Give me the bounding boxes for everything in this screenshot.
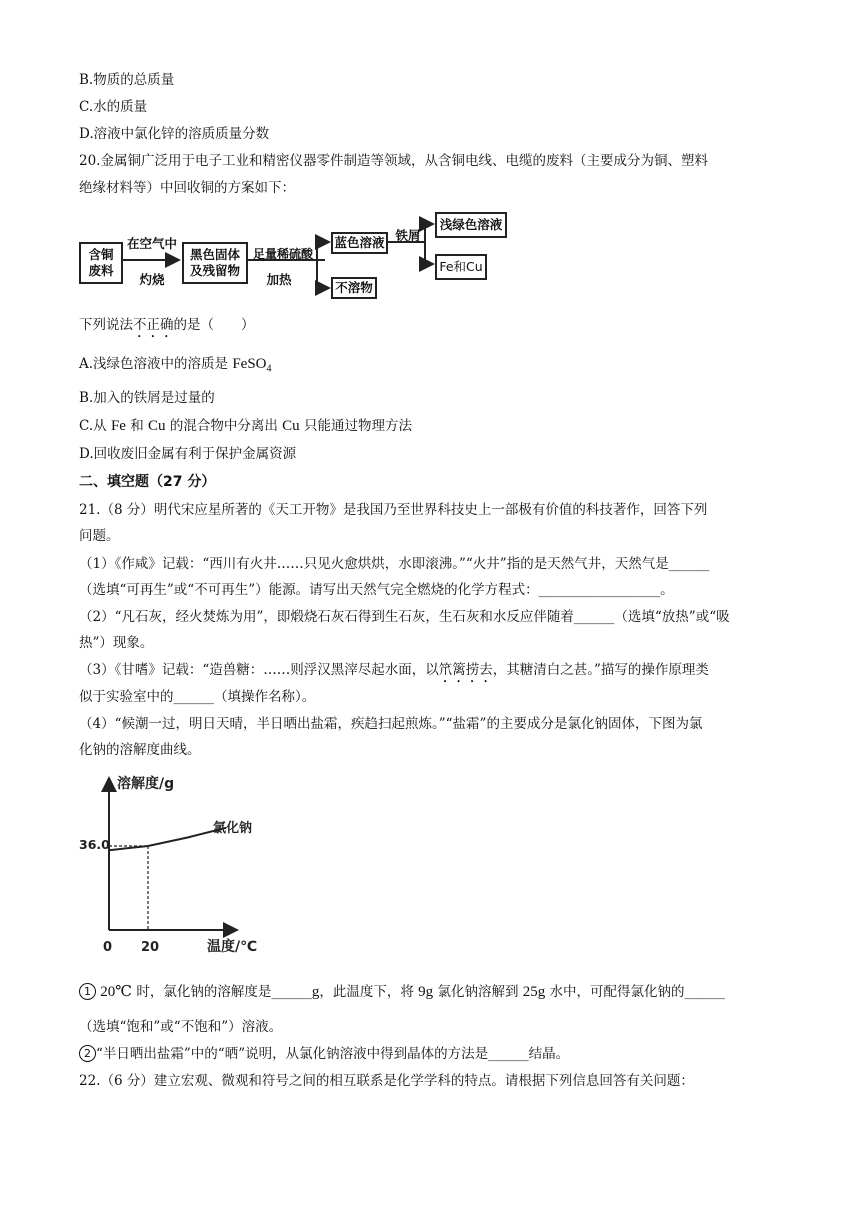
label-heating: 加热 [266, 272, 292, 287]
x-tick-20: 20 [141, 940, 160, 955]
q20-option-d: D.回收废旧金属有利于保护金属资源 [79, 446, 297, 462]
q20-option-b: B.加入的铁屑是过量的 [79, 390, 215, 406]
sub2-text: “半日晒出盐霜”中的“晒”说明，从氯化钠溶液中得到晶体的方法是______结晶。 [96, 1046, 570, 1062]
q20-question-text: 下列说法 [79, 317, 133, 333]
box-black-solid: 黑色固体 及残留物 [182, 242, 248, 284]
option-c-part3: 的混合物中分离出 [165, 418, 283, 434]
q21-part3-text-pre: （3）《甘嗜》记载：“造兽糖：……则浮汉黑滓尽起水面，以 [79, 662, 439, 678]
q21-stem-line1: 21.（8 分）明代宋应星所著的《天工开物》是我国乃至世界科技史上一部极有价值的科技著作，回答下列 [79, 502, 708, 518]
sub1-mass-9g: 9g [418, 984, 434, 1000]
option-c-cu: Cu [148, 418, 166, 434]
option-a-subscript: 4 [266, 363, 272, 375]
option-c-cu2: Cu [282, 418, 300, 434]
q22-stem: 22.（6 分）建立宏观、微观和符号之间的相互联系是化学学科的特点。请根据下列信息回答有关问题： [79, 1073, 694, 1089]
option-c-line: C.水的质量 [79, 99, 148, 115]
sub1-text-e: 水中，可配得氯化钠的______ [545, 984, 726, 1000]
option-c-part4: 只能通过物理方法 [299, 418, 412, 434]
option-c-part1: C.从 [79, 418, 111, 434]
sub1-mass-25g: 25g [522, 984, 546, 1000]
nacl-solubility-chart [79, 768, 269, 958]
sub1-temperature: 20℃ [100, 984, 133, 1000]
box-copper-waste: 含铜 废料 [79, 242, 123, 284]
q20-option-a [79, 354, 272, 380]
q21-part2-line1: （2）“凡石灰，经火焚炼为用”，即煅烧石灰石得到生石灰，生石灰和水反应伴随着______（选填“放热”或“吸 [79, 609, 730, 625]
series-line-nacl [109, 828, 226, 850]
q20-option-c [79, 416, 412, 436]
label-dilute-sulfuric-acid: 足量稀硫酸 [252, 247, 313, 261]
option-b-line: B.物质的总质量 [79, 72, 175, 88]
q21-part3-line2: 似于实验室中的______（填操作名称）。 [79, 689, 316, 705]
q21-part4-line1: （4）“候潮一过，明日天晴，半日晒出盐霜，疾趋扫起煎炼。”“盐霜”的主要成分是氯化钠固体，下图为氯 [79, 716, 703, 732]
sub1-text-c: ，此温度下，将 [319, 984, 419, 1000]
q21-part1-line2: （选填“可再生”或“不可再生”）能源。请写出天然气完全燃烧的化学方程式：__________________。 [79, 582, 674, 598]
q21-sub1-line2: （选填“饱和”或“不饱和”）溶液。 [79, 1019, 283, 1035]
q20-emphasis-not-correct: 不正确 [133, 317, 174, 333]
option-c-fe: Fe [110, 418, 126, 434]
q21-part3-text-post: ，其糖清白之甚。”描写的操作原理类 [492, 662, 709, 678]
y-tick-36: 36.0 [79, 837, 110, 852]
x-axis-label: 温度/℃ [207, 939, 258, 955]
label-burn: 灼烧 [139, 272, 165, 287]
option-c-part2: 和 [125, 418, 149, 434]
q20-question [79, 315, 255, 341]
box-fe-and-cu: Fe和Cu [435, 254, 487, 280]
q21-part1-line1: （1）《作咸》记载：“西川有火井……只见火愈烘烘，水即滚沸。”“火井”指的是天然气井，天然气是______ [79, 556, 710, 572]
q21-part4-line2: 化钠的溶解度曲线。 [79, 742, 201, 758]
q20-question-bracket: 的是（ ） [173, 317, 255, 333]
q21-sub1-line1 [79, 982, 725, 1002]
q21-part3-line1 [79, 660, 709, 686]
sub1-text-d: 氯化钠溶解到 [433, 984, 523, 1000]
q21-part2-line2: 热”）现象。 [79, 635, 154, 651]
q20-stem-line1: 20.金属铜广泛用于电子工业和精密仪器零件制造等领域，从含铜电线、电缆的废料（主要成分为铜、塑料 [79, 153, 708, 169]
q21-part3-emphasis: 笊篱捞去 [438, 662, 493, 678]
sub1-text-b: 时，氯化钠的溶解度是______ [132, 984, 312, 1000]
x-tick-0: 0 [103, 940, 113, 955]
q21-stem-line2: 问题。 [79, 528, 120, 544]
q21-sub2 [79, 1044, 569, 1064]
copper-recovery-flowchart [79, 208, 519, 303]
box-pale-green-solution: 浅绿色溶液 [435, 212, 507, 238]
option-a-formula: FeSO [232, 356, 267, 372]
option-a-text: A.浅绿色溶液中的溶质是 [79, 356, 233, 372]
circled-number-2: 2 [79, 1045, 96, 1062]
q20-stem-line2: 绝缘材料等）中回收铜的方案如下： [79, 180, 295, 196]
label-burn-in-air: 在空气中 [126, 236, 177, 251]
sub1-unit-g: g [311, 984, 320, 1000]
label-iron-filings: 铁屑 [395, 228, 421, 243]
option-d-line: D.溶液中氯化锌的溶质质量分数 [79, 126, 270, 142]
section-two-heading: 二、填空题（27 分） [79, 474, 216, 490]
series-label-nacl: 氯化钠 [213, 821, 253, 836]
circled-number-1: 1 [79, 983, 96, 1000]
box-blue-solution: 蓝色溶液 [331, 232, 388, 254]
y-axis-label: 溶解度/g [117, 776, 175, 792]
box-insoluble: 不溶物 [331, 277, 377, 299]
